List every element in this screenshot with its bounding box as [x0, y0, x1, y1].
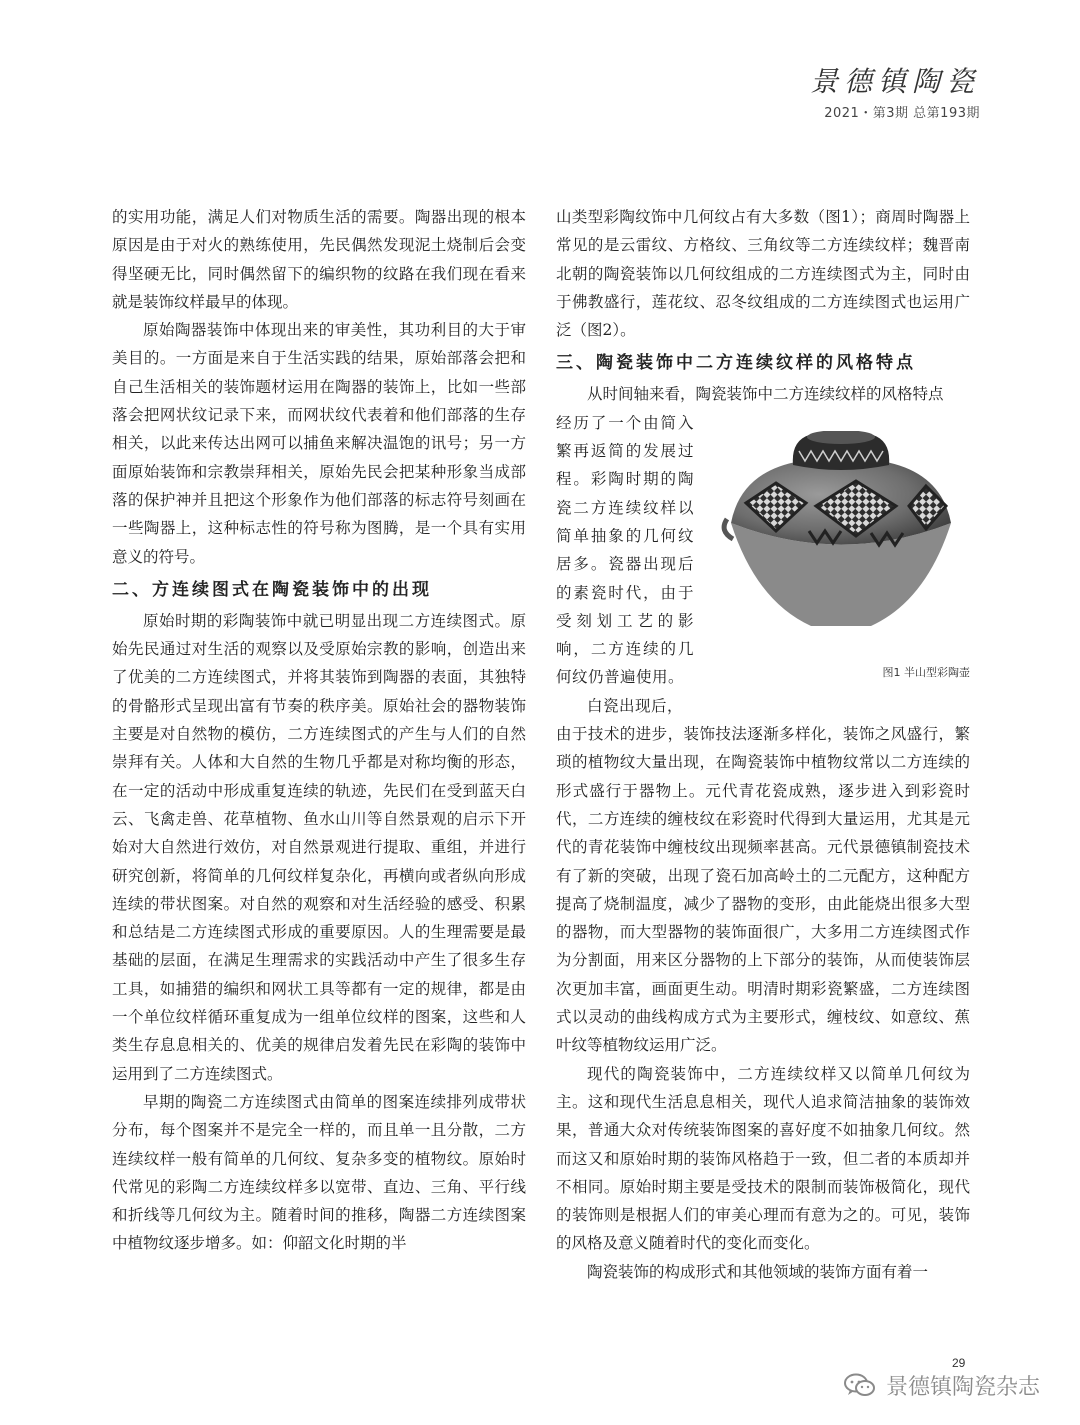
- painted-pottery-jar-image: [721, 431, 961, 641]
- paragraph: 的实用功能，满足人们对物质生活的需要。陶器出现的根本原因是由于对火的熟练使用，先民偶然发现泥土烧制后会变得坚硬无比，同时偶然留下的编织物的纹路在我们现在看来就是装饰纹样最早的体现。: [112, 208, 526, 311]
- paragraph: 从时间轴来看，陶瓷装饰中二方连续纹样的风格特点: [587, 385, 944, 404]
- paragraph: 山类型彩陶纹饰中几何纹占有大多数（图1）；商周时陶器上常见的是云雷纹、方格纹、三角纹等二方连续纹样；魏晋南北朝的陶瓷装饰以几何纹组成的二方连续图式为主，同时由于佛教盛行，莲花纹、忍冬纹组成的二方连续图式也运用广泛（图2）。: [556, 208, 970, 340]
- page-number: 29: [952, 1356, 966, 1370]
- section-heading: 三、陶瓷装饰中二方连续纹样的风格特点: [556, 353, 916, 374]
- paragraph: 由于技术的进步，装饰技法逐渐多样化，装饰之风盛行，繁琐的植物纹大量出现，在陶瓷装饰中植物纹常以二方连续的形式盛行于器物上。元代青花瓷成熟，逐步进入到彩瓷时代，二方连续的缠枝纹在彩瓷时代得到大量运用，尤其是元代的青花装饰中缠枝纹出现频率甚高。元代景德镇制瓷技术有了新的突破，出现了瓷石加高岭土的二元配方，这种配方提高了烧制温度，减少了器物的变形，由此能烧出很多大型的器物，而大型器物的装饰面很广，大多用二方连续图式作为分割面，用来区分器物的上下部分的装饰，从而使装饰层次更加丰富，画面更生动。明清时期彩瓷繁盛，二方连续图式以灵动的曲线构成方式为主要形式，缠枝纹、如意纹、蕉叶纹等植物纹运用广泛。: [556, 725, 970, 1055]
- section-heading: 二、方连续图式在陶瓷装饰中的出现: [112, 579, 432, 600]
- right-column: [556, 203, 970, 1286]
- paragraph: 早期的陶瓷二方连续图式由简单的图案连续排列成带状分布，每个图案并不是完全一样的，而且单一且分散，二方连续纹样一般有简单的几何纹、复杂多变的植物纹。原始时代常见的彩陶二方连续纹样多以宽带、直边、三角、平行线和折线等几何纹为主。随着时间的推移，陶器二方连续图案中植物纹逐步增多。如：仰韶文化时期的半: [112, 1092, 526, 1253]
- magazine-title: 景德镇陶瓷: [809, 65, 980, 98]
- paragraph: 陶瓷装饰的构成形式和其他领域的装饰方面有着一: [587, 1262, 929, 1281]
- left-column: [112, 203, 526, 1258]
- paragraph-fragment: 经历了一个由简入繁再返简的发展过程。彩陶时期的陶瓷二方连续纹样以简单抽象的几何纹居多。瓷器出现后的素瓷时代，由于受刻划工艺的影响，二方连续的几何纹仍普遍使用。: [556, 413, 694, 687]
- issue-info: 2021・第3期 总第193期: [824, 106, 980, 121]
- wrapped-text: [556, 409, 694, 720]
- masthead: [810, 66, 980, 121]
- paragraph: 原始陶器装饰中体现出来的审美性，其功利目的大于审美目的。一方面是来自于生活实践的结果，原始部落会把和自己生活相关的装饰题材运用在陶器的装饰上，比如一些部落会把网状纹记录下来，而网状纹代表着和他们部落的生存相关，以此来传达出网可以捕鱼来解决温饱的讯号；另一方面原始装饰和宗教崇拜相关，原始先民会把某种形象当成部落的保护神并且把这个形象作为他们部落的标志符号刻画在一些陶器上，这种标志性的符号称为图腾，是一个具有实用意义的符号。: [112, 321, 526, 566]
- watermark-text: 景德镇陶瓷杂志: [885, 1375, 1040, 1400]
- watermark: [844, 1370, 1040, 1401]
- figure-caption: 图1 半山型彩陶壶: [882, 665, 970, 679]
- paragraph: 现代的陶瓷装饰中，二方连续纹样又以简单几何纹为主。这和现代生活息息相关，现代人追求简洁抽象的装饰效果，普通大众对传统装饰图案的喜好度不如抽象几何纹。然而这又和原始时期的装饰风格趋于一致，但二者的本质却并不相同。原始时期主要是受技术的限制而装饰极简化，现代的装饰则是根据人们的审美心理而有意为之的。可见，装饰的风格及意义随着时代的变化而变化。: [556, 1064, 970, 1253]
- figure-1: [712, 411, 970, 687]
- paragraph-fragment: 白瓷出现后，: [587, 696, 684, 715]
- paragraph: 原始时期的彩陶装饰中就已明显出现二方连续图式。原始先民通过对生活的观察以及受原始宗教的影响，创造出来了优美的二方连续图式，并将其装饰到陶器的表面，其独特的骨骼形式呈现出富有节奏的秩序美。原始社会的器物装饰主要是对自然物的模仿，二方连续图式的产生与人们的自然崇拜有关。人体和大自然的生物几乎都是对称均衡的形态，在一定的活动中形成重复连续的轨迹，先民们在受到蓝天白云、飞禽走兽、花草植物、鱼水山川等自然景观的启示下开始对大自然进行效仿，对自然景观进行提取、重组，并进行研究创新，将简单的几何纹样复杂化，再横向或者纵向形成连续的带状图案。对自然的观察和对生活经验的感受、积累和总结是二方连续图式形成的重要原因。人的生理需要是最基础的层面，在满足生理需求的实践活动中产生了很多生存工具，如捕猎的编织和网状工具等都有一定的规律，都是由一个单位纹样循环重复成为一组单位纹样的图案，这些和人类生存息息相关的、优美的规律启发着先民在彩陶的装饰中运用到了二方连续图式。: [112, 611, 526, 1083]
- wechat-icon: [844, 1373, 876, 1399]
